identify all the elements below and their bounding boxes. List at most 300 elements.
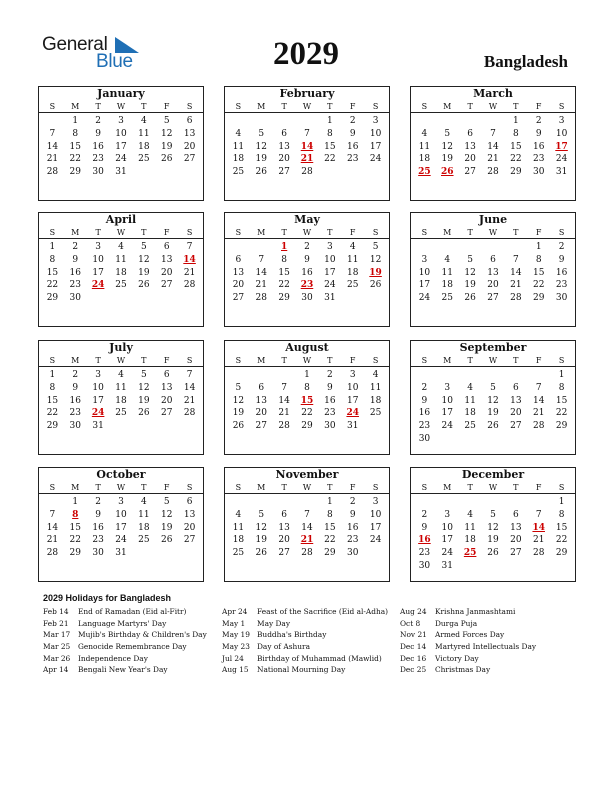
date-cell: 17 xyxy=(441,408,453,419)
date-cell: 14 xyxy=(46,522,59,533)
holiday-name: Buddha's Birthday xyxy=(257,630,327,640)
date-cell: 18 xyxy=(418,154,431,165)
weekday-header xyxy=(225,355,389,367)
date-cell: 12 xyxy=(487,395,499,406)
date-cell: 8 xyxy=(535,254,542,265)
weekday-label: F xyxy=(349,356,356,365)
date-cell: 12 xyxy=(255,141,267,152)
date-cell: 22 xyxy=(510,154,522,165)
date-cell: 15 xyxy=(555,522,568,533)
date-cell: 23 xyxy=(346,154,359,165)
date-cell: 24 xyxy=(369,535,382,546)
empty-cell xyxy=(413,241,436,254)
date-cell: 21 xyxy=(510,280,522,291)
date-cell: 10 xyxy=(369,509,382,520)
weekday-label: T xyxy=(95,228,101,237)
date-cell: 5 xyxy=(163,116,170,126)
day-grid xyxy=(411,494,575,573)
date-cell: 4 xyxy=(235,128,242,139)
date-cell: 5 xyxy=(258,128,265,139)
weekday-label: M xyxy=(71,102,80,111)
weekday-label: W xyxy=(302,356,312,365)
date-cell: 13 xyxy=(232,267,245,278)
holiday-date: 24 xyxy=(346,408,359,419)
date-cell: 20 xyxy=(278,154,290,165)
month-september xyxy=(410,340,576,455)
weekday-label: S xyxy=(421,228,428,237)
holiday-name: Mujib's Birthday & Children's Day xyxy=(78,630,207,640)
date-cell: 6 xyxy=(163,242,170,252)
page-title-year: 2029 xyxy=(273,36,339,72)
date-cell: 12 xyxy=(487,522,499,533)
date-cell: 19 xyxy=(441,154,453,165)
date-cell: 27 xyxy=(255,421,267,432)
date-cell: 25 xyxy=(232,167,245,178)
holiday-column xyxy=(222,607,388,677)
date-cell: 26 xyxy=(487,548,499,559)
date-cell: 1 xyxy=(72,116,79,126)
date-cell: 31 xyxy=(441,560,453,571)
date-cell: 2 xyxy=(72,370,79,380)
day-grid xyxy=(225,239,389,305)
date-cell: 28 xyxy=(301,167,313,178)
holiday-row xyxy=(400,642,536,654)
date-cell: 3 xyxy=(326,242,333,252)
empty-cell xyxy=(227,496,250,509)
date-cell: 14 xyxy=(46,141,59,152)
date-cell: 14 xyxy=(255,267,267,278)
weekday-label: S xyxy=(558,228,565,237)
weekday-label: S xyxy=(558,102,565,111)
weekday-header xyxy=(39,101,203,113)
empty-cell xyxy=(436,241,459,254)
weekday-label: M xyxy=(443,228,452,237)
date-cell: 16 xyxy=(92,141,104,152)
holiday-row xyxy=(400,607,536,619)
date-cell: 13 xyxy=(278,522,290,533)
date-cell: 22 xyxy=(46,280,59,291)
date-cell: 6 xyxy=(467,128,473,139)
month-name: February xyxy=(279,87,335,100)
empty-cell xyxy=(459,115,482,128)
empty-cell xyxy=(504,369,527,382)
date-cell: 18 xyxy=(464,535,476,546)
date-cell: 7 xyxy=(281,382,287,393)
date-cell: 17 xyxy=(92,267,104,278)
date-cell: 17 xyxy=(115,141,127,152)
empty-cell xyxy=(250,369,273,382)
empty-cell xyxy=(459,369,482,382)
date-cell: 8 xyxy=(326,128,333,139)
date-cell: 29 xyxy=(278,293,290,304)
date-cell: 28 xyxy=(183,408,196,419)
date-cell: 13 xyxy=(183,128,196,139)
date-cell: 3 xyxy=(558,116,565,126)
date-cell: 7 xyxy=(49,128,56,139)
date-cell: 16 xyxy=(346,141,359,152)
date-cell: 27 xyxy=(160,280,173,291)
date-cell: 26 xyxy=(138,280,150,291)
date-cell: 14 xyxy=(510,267,522,278)
holiday-date-label: May 1 xyxy=(222,618,246,628)
date-cell: 13 xyxy=(160,382,173,393)
weekday-header xyxy=(39,227,203,239)
day-grid xyxy=(39,367,203,433)
empty-cell xyxy=(250,115,273,128)
date-cell: 19 xyxy=(464,280,476,291)
weekday-label: T xyxy=(327,356,333,365)
empty-cell xyxy=(41,115,64,128)
date-cell: 1 xyxy=(558,370,565,380)
month-name: December xyxy=(461,468,525,481)
date-cell: 24 xyxy=(441,421,453,432)
date-cell: 19 xyxy=(255,535,267,546)
date-cell: 22 xyxy=(69,154,81,165)
date-cell: 4 xyxy=(372,370,379,380)
date-cell: 12 xyxy=(464,267,476,278)
date-cell: 18 xyxy=(138,141,150,152)
date-cell: 30 xyxy=(69,293,81,304)
weekday-header xyxy=(411,227,575,239)
weekday-label: W xyxy=(302,483,312,492)
month-august xyxy=(224,340,390,455)
date-cell: 14 xyxy=(183,382,196,393)
date-cell: 28 xyxy=(183,280,196,291)
weekday-label: S xyxy=(186,356,193,365)
weekday-label: F xyxy=(535,356,542,365)
date-cell: 29 xyxy=(301,421,313,432)
date-cell: 8 xyxy=(512,128,519,139)
weekday-label: M xyxy=(71,483,80,492)
date-cell: 16 xyxy=(301,267,313,278)
empty-cell xyxy=(250,241,273,254)
date-cell: 14 xyxy=(532,395,545,406)
day-grid xyxy=(411,113,575,179)
holiday-date-label: Oct 8 xyxy=(400,618,421,628)
weekday-label: F xyxy=(163,102,170,111)
date-cell: 15 xyxy=(324,141,336,152)
weekday-label: F xyxy=(163,483,170,492)
date-cell: 19 xyxy=(160,141,173,152)
holiday-date-label: Mar 25 xyxy=(43,642,71,652)
holiday-date-label: Jul 24 xyxy=(222,653,244,663)
date-cell: 27 xyxy=(183,154,196,165)
date-cell: 23 xyxy=(324,408,336,419)
date-cell: 15 xyxy=(555,395,568,406)
date-cell: 28 xyxy=(532,421,545,432)
date-cell: 20 xyxy=(255,408,267,419)
date-cell: 29 xyxy=(69,548,81,559)
date-cell: 11 xyxy=(418,141,431,152)
date-cell: 12 xyxy=(160,128,173,139)
date-cell: 11 xyxy=(232,141,245,152)
weekday-label: S xyxy=(49,228,56,237)
date-cell: 9 xyxy=(95,128,101,139)
weekday-label: S xyxy=(421,102,428,111)
date-cell: 6 xyxy=(512,509,519,520)
date-cell: 6 xyxy=(512,382,519,393)
date-cell: 8 xyxy=(49,254,56,265)
date-cell: 27 xyxy=(278,167,290,178)
date-cell: 28 xyxy=(255,293,267,304)
month-july xyxy=(38,340,204,455)
date-cell: 2 xyxy=(349,116,356,126)
date-cell: 25 xyxy=(464,421,476,432)
date-cell: 14 xyxy=(278,395,290,406)
date-cell: 9 xyxy=(421,522,428,533)
date-cell: 2 xyxy=(421,509,428,520)
date-cell: 25 xyxy=(232,548,245,559)
month-february xyxy=(224,86,390,201)
weekday-label: S xyxy=(372,228,379,237)
holiday-date: 1 xyxy=(281,242,288,252)
weekday-label: T xyxy=(513,228,519,237)
month-april xyxy=(38,212,204,327)
weekday-label: M xyxy=(443,483,452,492)
holiday-date-label: May 19 xyxy=(222,630,250,640)
weekday-label: W xyxy=(302,102,312,111)
weekday-label: T xyxy=(327,228,333,237)
date-cell: 18 xyxy=(232,535,245,546)
month-october xyxy=(38,467,204,582)
holiday-name: Martyred Intellectuals Day xyxy=(435,642,537,652)
date-cell: 10 xyxy=(369,128,382,139)
empty-cell xyxy=(482,241,505,254)
holiday-date-label: Dec 16 xyxy=(400,653,427,663)
date-cell: 11 xyxy=(138,509,150,520)
date-cell: 15 xyxy=(46,267,59,278)
date-cell: 29 xyxy=(46,293,59,304)
date-cell: 4 xyxy=(467,509,473,520)
weekday-label: T xyxy=(513,102,519,111)
date-cell: 7 xyxy=(258,254,265,265)
weekday-label: F xyxy=(535,483,542,492)
date-cell: 23 xyxy=(346,535,359,546)
date-cell: 20 xyxy=(160,395,173,406)
weekday-label: F xyxy=(163,356,170,365)
weekday-label: W xyxy=(488,228,498,237)
date-cell: 24 xyxy=(324,280,336,291)
date-cell: 5 xyxy=(490,382,496,393)
date-cell: 25 xyxy=(115,408,127,419)
date-cell: 13 xyxy=(487,267,499,278)
date-cell: 29 xyxy=(69,167,81,178)
day-grid xyxy=(411,367,575,446)
date-cell: 30 xyxy=(92,167,104,178)
date-cell: 8 xyxy=(304,382,310,393)
holiday-date: 25 xyxy=(418,167,431,178)
weekday-label: T xyxy=(467,228,473,237)
weekday-label: S xyxy=(235,356,242,365)
date-cell: 13 xyxy=(510,522,522,533)
date-cell: 29 xyxy=(510,167,522,178)
weekday-label: W xyxy=(488,356,498,365)
date-cell: 7 xyxy=(186,242,193,252)
holiday-row xyxy=(222,642,388,654)
date-cell: 23 xyxy=(532,154,545,165)
weekday-label: W xyxy=(488,483,498,492)
weekday-label: T xyxy=(327,102,333,111)
date-cell: 3 xyxy=(95,242,101,252)
month-name: October xyxy=(96,468,146,481)
holiday-name: Victory Day xyxy=(435,653,479,663)
weekday-label: F xyxy=(163,228,170,237)
holiday-date: 17 xyxy=(555,141,568,152)
date-cell: 8 xyxy=(326,509,333,520)
date-cell: 6 xyxy=(186,116,193,126)
date-cell: 4 xyxy=(140,497,147,507)
date-cell: 10 xyxy=(441,395,453,406)
date-cell: 27 xyxy=(510,421,522,432)
date-cell: 4 xyxy=(467,382,473,393)
date-cell: 13 xyxy=(160,254,173,265)
holiday-name: Day of Ashura xyxy=(257,642,310,652)
date-cell: 8 xyxy=(281,254,287,265)
date-cell: 7 xyxy=(304,509,310,520)
date-cell: 18 xyxy=(138,522,150,533)
date-cell: 1 xyxy=(535,242,542,252)
date-cell: 12 xyxy=(441,141,453,152)
empty-cell xyxy=(459,496,482,509)
date-cell: 16 xyxy=(555,267,568,278)
month-december xyxy=(410,467,576,582)
holiday-row xyxy=(43,619,207,631)
date-cell: 5 xyxy=(163,497,170,507)
date-cell: 24 xyxy=(115,535,127,546)
date-cell: 21 xyxy=(46,154,59,165)
day-grid xyxy=(411,239,575,305)
weekday-label: S xyxy=(186,483,193,492)
empty-cell xyxy=(482,496,505,509)
date-cell: 10 xyxy=(346,382,359,393)
date-cell: 29 xyxy=(555,548,568,559)
date-cell: 19 xyxy=(255,154,267,165)
month-may xyxy=(224,212,390,327)
weekday-header xyxy=(39,355,203,367)
date-cell: 8 xyxy=(558,509,565,520)
weekday-label: W xyxy=(116,356,126,365)
holiday-name: Birthday of Muhammad (Mawlid) xyxy=(257,653,382,663)
holiday-date: 19 xyxy=(369,267,382,278)
weekday-label: T xyxy=(95,483,101,492)
date-cell: 8 xyxy=(558,382,565,393)
date-cell: 20 xyxy=(487,280,499,291)
date-cell: 10 xyxy=(92,382,104,393)
weekday-label: S xyxy=(372,483,379,492)
date-cell: 8 xyxy=(49,382,56,393)
date-cell: 1 xyxy=(512,116,519,126)
date-cell: 2 xyxy=(95,116,101,126)
date-cell: 12 xyxy=(255,522,267,533)
date-cell: 11 xyxy=(115,254,127,265)
date-cell: 31 xyxy=(346,421,359,432)
date-cell: 5 xyxy=(444,128,451,139)
date-cell: 5 xyxy=(235,382,242,393)
day-grid xyxy=(225,367,389,433)
weekday-label: T xyxy=(141,102,147,111)
holiday-date: 14 xyxy=(183,254,196,265)
holiday-row xyxy=(400,630,536,642)
date-cell: 10 xyxy=(324,254,336,265)
date-cell: 30 xyxy=(301,293,313,304)
weekday-label: M xyxy=(71,228,80,237)
weekday-label: T xyxy=(281,356,287,365)
date-cell: 16 xyxy=(69,267,81,278)
date-cell: 13 xyxy=(183,509,196,520)
date-cell: 3 xyxy=(349,370,356,380)
month-name: June xyxy=(478,213,508,226)
holiday-row xyxy=(222,665,388,677)
weekday-label: W xyxy=(116,483,126,492)
empty-cell xyxy=(482,369,505,382)
holiday-date-label: Apr 24 xyxy=(222,607,248,616)
date-cell: 17 xyxy=(92,395,104,406)
date-cell: 9 xyxy=(304,254,310,265)
date-cell: 30 xyxy=(532,167,545,178)
empty-cell xyxy=(482,115,505,128)
weekday-label: T xyxy=(95,356,101,365)
month-name: July xyxy=(109,341,133,354)
date-cell: 2 xyxy=(421,382,428,393)
date-cell: 28 xyxy=(46,167,59,178)
date-cell: 31 xyxy=(324,293,336,304)
date-cell: 27 xyxy=(160,408,173,419)
empty-cell xyxy=(227,369,250,382)
date-cell: 31 xyxy=(115,548,127,559)
date-cell: 31 xyxy=(555,167,568,178)
date-cell: 14 xyxy=(487,141,499,152)
date-cell: 12 xyxy=(369,254,382,265)
weekday-label: S xyxy=(421,356,428,365)
date-cell: 5 xyxy=(140,370,147,380)
date-cell: 2 xyxy=(72,242,79,252)
weekday-label: T xyxy=(141,228,147,237)
date-cell: 29 xyxy=(324,548,336,559)
date-cell: 27 xyxy=(278,548,290,559)
empty-cell xyxy=(273,369,296,382)
date-cell: 24 xyxy=(369,154,382,165)
weekday-label: T xyxy=(513,483,519,492)
date-cell: 20 xyxy=(510,408,522,419)
date-cell: 31 xyxy=(115,167,127,178)
holiday-name: May Day xyxy=(257,618,291,628)
date-cell: 13 xyxy=(255,395,267,406)
date-cell: 7 xyxy=(49,509,56,520)
date-cell: 3 xyxy=(444,382,451,393)
empty-cell xyxy=(273,115,296,128)
month-name: March xyxy=(473,87,513,100)
holiday-row xyxy=(43,654,207,666)
date-cell: 27 xyxy=(464,167,476,178)
date-cell: 26 xyxy=(464,293,476,304)
date-cell: 25 xyxy=(138,535,150,546)
weekday-label: W xyxy=(116,102,126,111)
holiday-row xyxy=(43,642,207,654)
date-cell: 26 xyxy=(160,535,173,546)
date-cell: 9 xyxy=(95,509,101,520)
weekday-header xyxy=(225,482,389,494)
date-cell: 4 xyxy=(118,370,124,380)
date-cell: 13 xyxy=(278,141,290,152)
date-cell: 4 xyxy=(140,116,147,126)
month-name: September xyxy=(459,341,527,354)
date-cell: 1 xyxy=(558,497,565,507)
empty-cell xyxy=(227,115,250,128)
weekday-label: T xyxy=(513,356,519,365)
holiday-date: 14 xyxy=(300,141,314,152)
date-cell: 19 xyxy=(138,395,150,406)
date-cell: 28 xyxy=(301,548,313,559)
